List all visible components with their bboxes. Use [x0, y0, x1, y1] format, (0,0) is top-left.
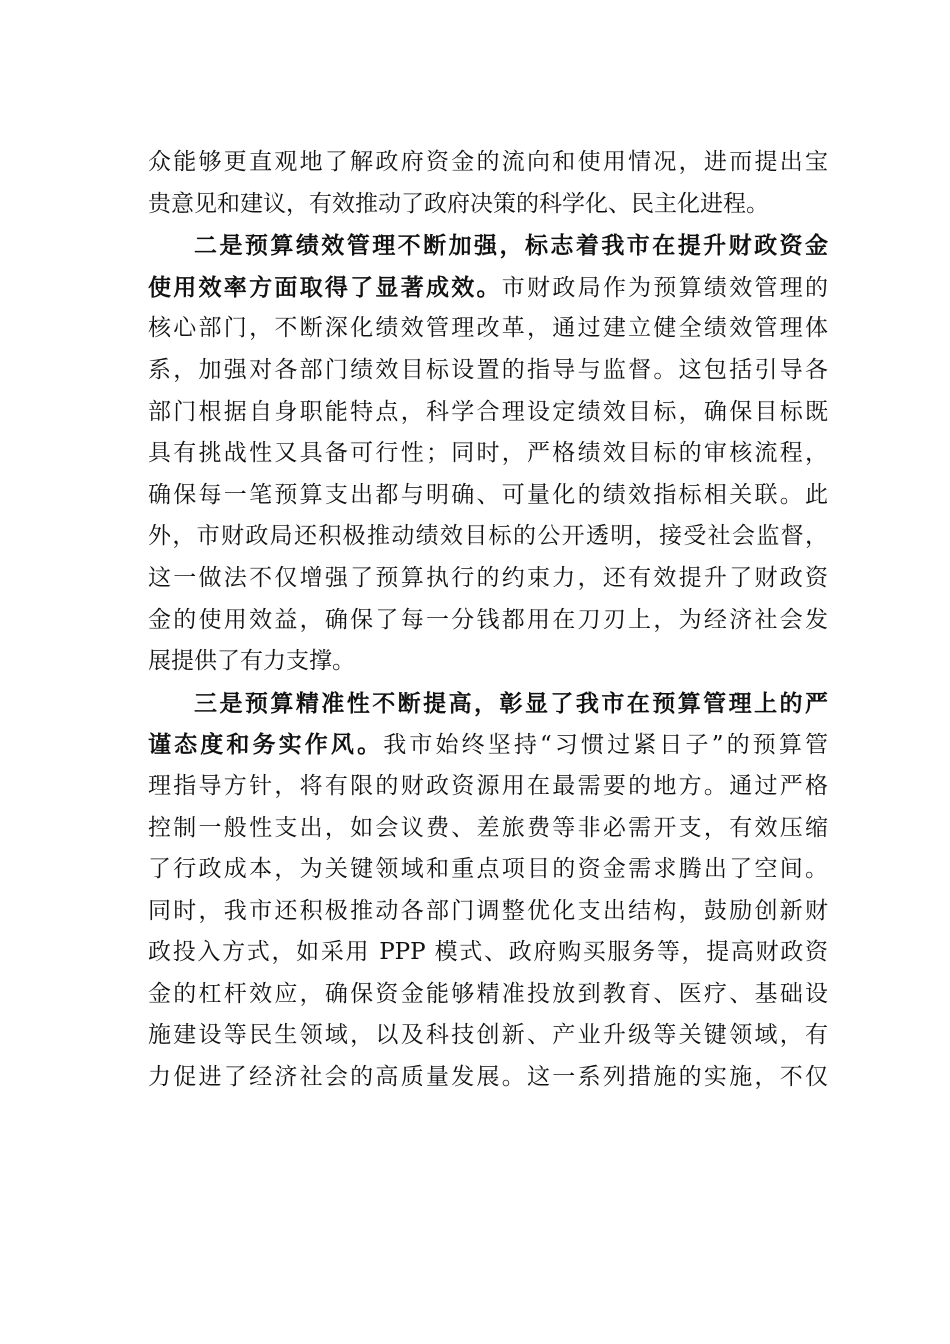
paragraph-2-line-5: 部门根据自身职能特点，科学合理设定绩效目标，确保目标既 — [148, 398, 828, 425]
paragraph-2-line-7: 确保每一笔预算支出都与明确、可量化的绩效指标相关联。此 — [148, 481, 828, 508]
paragraph-2-line-2-rest: 市财政局作为预算绩效管理的 — [501, 274, 829, 301]
paragraph-3-heading-line-1: 三是预算精准性不断提高，彰显了我市在预算管理上的严 — [194, 689, 828, 717]
paragraph-3-line-8: 金的杠杆效应，确保资金能够精准投放到教育、医疗、基础设 — [148, 980, 828, 1007]
paragraph-1-line-2: 贵意见和建议，有效推动了政府决策的科学化、民主化进程。 — [148, 190, 769, 217]
paragraph-2-line-9: 这一做法不仅增强了预算执行的约束力，还有效提升了财政资 — [148, 564, 828, 591]
paragraph-3-line-5: 了行政成本，为关键领域和重点项目的资金需求腾出了空间。 — [148, 856, 828, 883]
paragraph-2-line-11: 展提供了有力支撑。 — [148, 648, 355, 675]
paragraph-3-heading-end: 谨态度和务实作风。 — [148, 731, 384, 759]
paragraph-3-line-9: 施建设等民生领域，以及科技创新、产业升级等关键领域，有 — [148, 1022, 828, 1049]
body-text — [148, 142, 828, 1099]
paragraph-3-line-6: 同时，我市还积极推动各部门调整优化支出结构，鼓励创新财 — [148, 897, 828, 924]
paragraph-2-line-6: 具有挑战性又具备可行性；同时，严格绩效目标的审核流程， — [148, 440, 828, 467]
paragraph-3-line-10: 力促进了经济社会的高质量发展。这一系列措施的实施，不仅 — [148, 1064, 828, 1091]
paragraph-3-line-2 — [148, 724, 828, 766]
paragraph-3-line-2-rest: 我市始终坚持“习惯过紧日子”的预算管 — [383, 732, 828, 759]
paragraph-3-line-4: 控制一般性支出，如会议费、差旅费等非必需开支，有效压缩 — [148, 814, 828, 841]
paragraph-2-line-8: 外，市财政局还积极推动绩效目标的公开透明，接受社会监督， — [148, 523, 828, 550]
paragraph-2-line-3: 核心部门，不断深化绩效管理改革，通过建立健全绩效管理体 — [148, 315, 828, 342]
paragraph-2-line-2 — [148, 267, 828, 309]
paragraph-1-line-1: 众能够更直观地了解政府资金的流向和使用情况，进而提出宝 — [148, 149, 828, 175]
paragraph-2-heading-line-1: 二是预算绩效管理不断加强，标志着我市在提升财政资金 — [194, 232, 828, 260]
paragraph-2-line-4: 系，加强对各部门绩效目标设置的指导与监督。这包括引导各 — [148, 356, 828, 383]
paragraph-2-heading-end: 使用效率方面取得了显著成效。 — [148, 273, 502, 301]
paragraph-2-line-10: 金的使用效益，确保了每一分钱都用在刀刃上，为经济社会发 — [148, 606, 828, 633]
paragraph-3-line-7: 政投入方式，如采用 PPP 模式、政府购买服务等，提高财政资 — [148, 939, 828, 966]
paragraph-3-line-3: 理指导方针，将有限的财政资源用在最需要的地方。通过严格 — [148, 772, 828, 799]
